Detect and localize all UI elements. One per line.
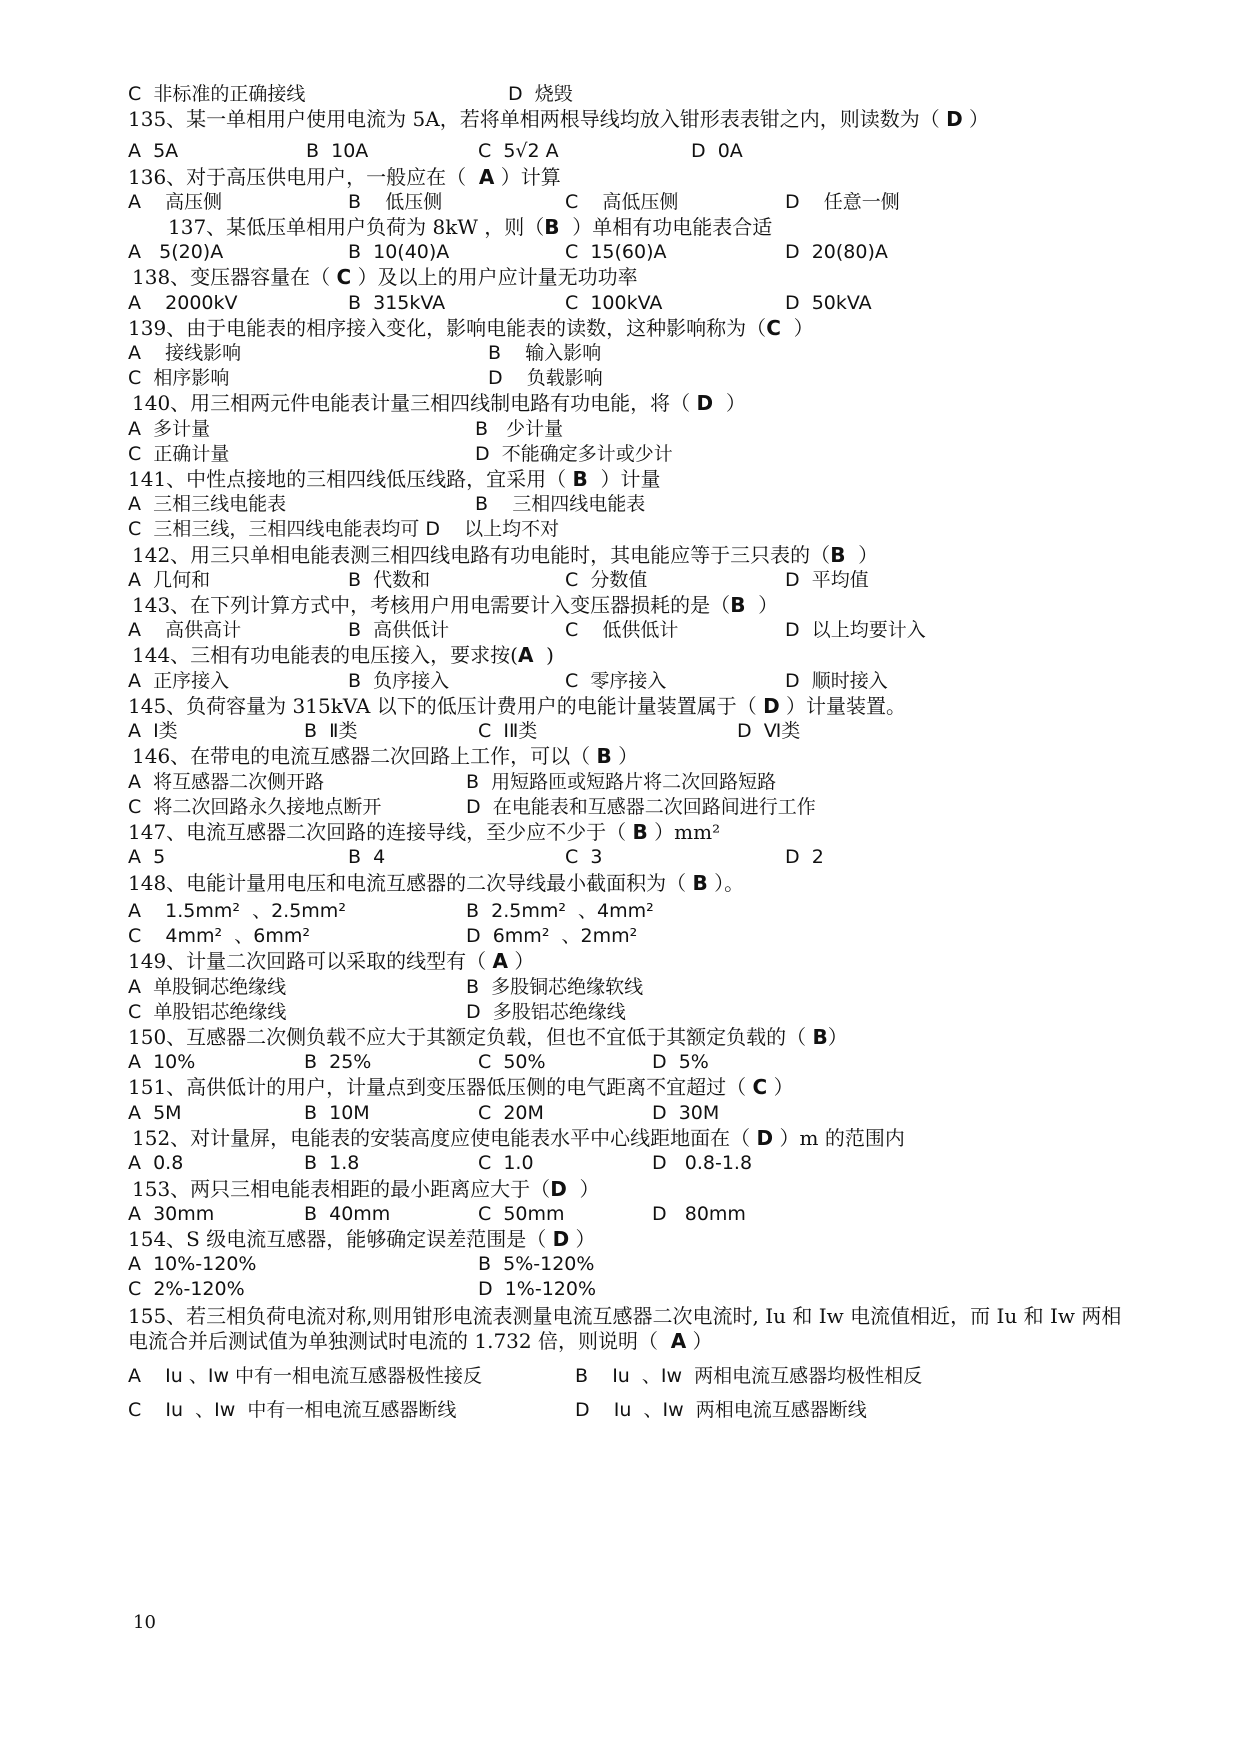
question-line <box>0 1302 1241 1330</box>
option-item: C 零序接入 <box>565 670 667 692</box>
options-line <box>0 973 1241 1001</box>
option-item: D 6mm² 、2mm² <box>466 925 638 947</box>
options-line <box>0 1275 1241 1303</box>
question-text-part: ）单相有功电能表合适 <box>559 215 773 239</box>
option-item: A 10% <box>128 1051 196 1073</box>
question-text-part: ） <box>566 1177 600 1201</box>
option-item: D 80mm <box>652 1203 746 1225</box>
answer-letter: D <box>552 1227 570 1251</box>
answer-letter: A <box>478 165 495 189</box>
option-item: A 5M <box>128 1102 182 1124</box>
question-text <box>132 541 878 569</box>
options-line <box>0 188 1241 216</box>
question-text <box>128 163 561 191</box>
option-item: A 多计量 <box>128 418 211 440</box>
option-item: A 将互感器二次侧开路 <box>128 771 325 793</box>
options-line <box>0 80 1241 108</box>
question-line <box>0 263 1241 291</box>
page-number: 10 <box>133 1612 156 1633</box>
option-item: D 平均值 <box>785 569 869 591</box>
answer-letter: D <box>946 107 963 131</box>
options-line <box>0 616 1241 644</box>
question-text-part: ） <box>745 593 779 617</box>
options-line <box>0 490 1241 518</box>
question-text <box>128 314 814 342</box>
answer-letter: B <box>692 871 708 895</box>
question-text-part: 电流合并后测试值为单独测试时电流的 1.732 倍，则说明（ <box>128 1329 671 1353</box>
question-text-part: ） <box>569 1227 596 1251</box>
option-item: D 在电能表和互感器二次回路间进行工作 <box>466 796 816 818</box>
answer-letter: B <box>572 467 588 491</box>
options-line <box>0 238 1241 266</box>
option-item: C 5√2 A <box>478 140 559 162</box>
option-item: A 5(20)A <box>128 241 224 263</box>
answer-letter: D <box>756 1126 774 1150</box>
option-item: B Ⅱ类 <box>304 720 358 742</box>
question-text <box>128 692 906 720</box>
answer-letter: B <box>812 1025 828 1049</box>
answer-letter: C <box>752 1075 768 1099</box>
option-item: B 多股铜芯绝缘软线 <box>466 976 644 998</box>
options-line <box>0 843 1241 871</box>
question-line <box>0 465 1241 493</box>
answer-letter: A <box>670 1329 687 1353</box>
question-text-part: 148、电能计量用电压和电流互感器的二次导线最小截面积为（ <box>128 871 693 895</box>
question-line <box>0 314 1241 342</box>
question-text <box>132 389 746 417</box>
option-item: C 3 <box>565 846 603 868</box>
option-item: C 1.0 <box>478 1152 534 1174</box>
answer-letter: B <box>596 744 612 768</box>
question-line <box>0 1225 1241 1253</box>
question-line <box>0 692 1241 720</box>
option-item: A 0.8 <box>128 1152 184 1174</box>
option-item: A 高供高计 <box>128 619 242 641</box>
options-line <box>0 922 1241 950</box>
option-item: D 0A <box>691 140 743 162</box>
question-text-part: 152、对计量屏，电能表的安装高度应使电能表水平中心线距地面在（ <box>132 1126 757 1150</box>
option-item: D 0.8-1.8 <box>652 1152 753 1174</box>
question-text <box>168 213 772 241</box>
question-text <box>128 1225 596 1253</box>
option-item: C 50mm <box>478 1203 565 1225</box>
question-text <box>128 1023 848 1051</box>
option-item: C 非标准的正确接线 <box>128 83 306 105</box>
question-text-part: 140、用三相两元件电能表计量三相四线制电路有功电能，将（ <box>132 391 697 415</box>
options-line <box>0 1362 1241 1390</box>
options-line <box>0 1099 1241 1127</box>
option-item: A 5 <box>128 846 166 868</box>
question-text-part: 136、对于高压供电用户，一般应在（ <box>128 165 479 189</box>
question-line <box>0 1073 1241 1101</box>
option-item: D 烧毁 <box>508 83 573 105</box>
question-text-part: ）计量装置。 <box>779 694 907 718</box>
option-item: D 多股铝芯绝缘线 <box>466 1001 626 1023</box>
option-item: C 单股铝芯绝缘线 <box>128 1001 287 1023</box>
option-item: D 30M <box>652 1102 720 1124</box>
question-text-part: 138、变压器容量在（ <box>132 265 337 289</box>
option-item: B 用短路匝或短路片将二次回路短路 <box>466 771 777 793</box>
question-text-part: 155、若三相负荷电流对称,则用钳形电流表测量电流互感器二次电流时, Iu 和 Iw 电流值相近，而 Iu 和 Iw 两相 <box>128 1304 1122 1328</box>
option-item: B 4 <box>348 846 386 868</box>
option-item: A 单股铜芯绝缘线 <box>128 976 287 998</box>
option-item: D Ⅵ类 <box>737 720 801 742</box>
question-line <box>0 541 1241 569</box>
option-item: C 低供低计 <box>565 619 679 641</box>
question-text-part: ）m 的范围内 <box>773 1126 905 1150</box>
answer-letter: C <box>336 265 352 289</box>
option-item: A 正序接入 <box>128 670 230 692</box>
question-text-part: 145、负荷容量为 315kVA 以下的低压计费用户的电能计量装置属于（ <box>128 694 764 718</box>
question-text <box>132 742 638 770</box>
question-text-part: ）及以上的用户应计量无功功率 <box>351 265 638 289</box>
question-text-part: 139、由于电能表的相序接入变化，影响电能表的读数，这种影响称为（ <box>128 316 767 340</box>
option-item: A Ⅰ类 <box>128 720 178 742</box>
option-item: B 代数和 <box>348 569 431 591</box>
option-item: B 40mm <box>304 1203 391 1225</box>
answer-letter: B <box>632 820 648 844</box>
answer-letter: B <box>544 215 560 239</box>
options-line <box>0 793 1241 821</box>
option-item: A 1.5mm² 、2.5mm² <box>128 900 346 922</box>
option-item: C Iu 、Iw 中有一相电流互感器断线 <box>128 1399 457 1421</box>
option-item: C 100kVA <box>565 292 663 314</box>
question-text <box>128 465 661 493</box>
option-item: D 5% <box>652 1051 709 1073</box>
option-item: D 顺时接入 <box>785 670 888 692</box>
option-item: A 几何和 <box>128 569 211 591</box>
question-text <box>128 947 534 975</box>
question-text-part: 150、互感器二次侧负载不应大于其额定负载，但也不宜低于其额定负载的（ <box>128 1025 813 1049</box>
question-text-part: 146、在带电的电流互感器二次回路上工作，可以（ <box>132 744 597 768</box>
question-line <box>0 591 1241 619</box>
option-item: B 负序接入 <box>348 670 450 692</box>
option-item: D 不能确定多计或少计 <box>475 443 673 465</box>
option-item: A 三相三线电能表 <box>128 493 287 515</box>
question-line <box>0 213 1241 241</box>
option-item: C 将二次回路永久接地点断开 <box>128 796 382 818</box>
option-item: A 2000kV <box>128 292 238 314</box>
question-text-part: 149、计量二次回路可以采取的线型有（ <box>128 949 493 973</box>
option-item: B 少计量 <box>475 418 564 440</box>
question-text-part: 151、高供低计的用户，计量点到变压器低压侧的电气距离不宜超过（ <box>128 1075 753 1099</box>
question-line <box>0 869 1241 897</box>
option-item: D 2 <box>785 846 824 868</box>
option-item: C 相序影响 <box>128 367 230 389</box>
question-line <box>0 1124 1241 1152</box>
options-line <box>0 339 1241 367</box>
option-item: D 以上均要计入 <box>785 619 926 641</box>
option-item: B 10A <box>306 140 369 162</box>
answer-letter: D <box>696 391 714 415</box>
question-text-part: 143、在下列计算方式中，考核用户用电需要计入变压器损耗的是（ <box>132 593 731 617</box>
answer-letter: B <box>730 593 746 617</box>
options-line <box>0 440 1241 468</box>
option-item: C 50% <box>478 1051 546 1073</box>
question-line <box>0 818 1241 846</box>
question-text-part: ) <box>533 643 554 667</box>
question-text-part: 147、电流互感器二次回路的连接导线，至少应不少于（ <box>128 820 633 844</box>
options-line <box>0 667 1241 695</box>
option-item: B 315kVA <box>348 292 446 314</box>
question-text <box>132 591 778 619</box>
option-item: D 50kVA <box>785 292 872 314</box>
option-item: C 三相三线，三相四线电能表均可 D 以上均不对 <box>128 518 560 540</box>
options-line <box>0 1048 1241 1076</box>
question-text-part: ） <box>508 949 535 973</box>
option-item: B 25% <box>304 1051 372 1073</box>
question-text-part: ） <box>827 1025 848 1049</box>
option-item: C 4mm² 、6mm² <box>128 925 310 947</box>
answer-letter: B <box>830 543 846 567</box>
option-item: A 高压侧 <box>128 191 223 213</box>
option-item: A 30mm <box>128 1203 215 1225</box>
question-text-part: ） <box>686 1329 713 1353</box>
options-line <box>0 1396 1241 1424</box>
option-item: C ⅠⅡ类 <box>478 720 538 742</box>
option-item: B 1.8 <box>304 1152 360 1174</box>
question-text <box>128 869 744 897</box>
option-item: C 正确计量 <box>128 443 230 465</box>
option-item: D 1%-120% <box>478 1278 597 1300</box>
option-item: B 5%-120% <box>478 1253 595 1275</box>
options-line <box>0 566 1241 594</box>
question-text <box>128 818 720 846</box>
options-line <box>0 1250 1241 1278</box>
question-text-part: 141、中性点接地的三相四线低压线路，宜采用（ <box>128 467 573 491</box>
answer-letter: D <box>763 694 780 718</box>
question-line <box>0 1327 1241 1355</box>
question-text-part: ） <box>780 316 814 340</box>
question-text-part: ）。 <box>707 871 745 895</box>
option-item: B Iu 、Iw 两相电流互感器均极性相反 <box>575 1365 923 1387</box>
question-text-part: 154、S 级电流互感器，能够确定误差范围是（ <box>128 1227 553 1251</box>
question-text <box>128 1327 713 1355</box>
answer-letter: A <box>517 643 534 667</box>
question-text <box>132 1124 905 1152</box>
option-item: C 2%-120% <box>128 1278 245 1300</box>
option-item: D Iu 、Iw 两相电流互感器断线 <box>575 1399 867 1421</box>
option-item: C 15(60)A <box>565 241 667 263</box>
question-text-part: ） <box>767 1075 794 1099</box>
options-line <box>0 137 1241 165</box>
answer-letter: D <box>550 1177 567 1201</box>
options-line <box>0 897 1241 925</box>
question-text-part: 142、用三只单相电能表测三相四线电路有功电能时，其电能应等于三只表的（ <box>132 543 831 567</box>
options-line <box>0 768 1241 796</box>
option-item: B 三相四线电能表 <box>475 493 646 515</box>
option-item: C 分数值 <box>565 569 648 591</box>
question-line <box>0 947 1241 975</box>
question-text <box>132 641 554 669</box>
question-text-part: 135、某一单相用户使用电流为 5A，若将单相两根导线均放入钳形表表钳之内，则读数为（ <box>128 107 947 131</box>
question-text-part: 137、某低压单相用户负荷为 8kW ，则（ <box>168 215 545 239</box>
option-item: B 输入影响 <box>488 342 602 364</box>
option-item: A 接线影响 <box>128 342 242 364</box>
options-line <box>0 415 1241 443</box>
question-text <box>132 1175 600 1203</box>
question-text-part: 144、三相有功电能表的电压接入，要求按( <box>132 643 518 667</box>
option-item: A 10%-120% <box>128 1253 257 1275</box>
option-item: D 负载影响 <box>488 367 603 389</box>
question-text-part: ） <box>845 543 879 567</box>
options-line <box>0 289 1241 317</box>
question-text-part: ）mm² <box>647 820 721 844</box>
options-line <box>0 364 1241 392</box>
question-text-part: ）计量 <box>587 467 661 491</box>
option-item: B 10M <box>304 1102 370 1124</box>
option-item: B 高供低计 <box>348 619 450 641</box>
question-text-part: 153、两只三相电能表相距的最小距离应大于（ <box>132 1177 551 1201</box>
option-item: D 任意一侧 <box>785 191 900 213</box>
option-item: C 20M <box>478 1102 544 1124</box>
question-text-part: ） <box>713 391 746 415</box>
question-line <box>0 742 1241 770</box>
question-line <box>0 105 1241 133</box>
question-line <box>0 1175 1241 1203</box>
question-line <box>0 163 1241 191</box>
question-text-part: ） <box>611 744 639 768</box>
question-text-part: ） <box>962 107 990 131</box>
options-line <box>0 717 1241 745</box>
options-line <box>0 1149 1241 1177</box>
option-item: D 20(80)A <box>785 241 888 263</box>
answer-letter: C <box>766 316 781 340</box>
answer-letter: A <box>492 949 509 973</box>
options-line <box>0 998 1241 1026</box>
question-text <box>128 1073 794 1101</box>
option-item: A 5A <box>128 140 179 162</box>
question-text-part: ）计算 <box>494 165 561 189</box>
option-item: A Iu 、Iw 中有一相电流互感器极性接反 <box>128 1365 483 1387</box>
question-line <box>0 641 1241 669</box>
question-text <box>132 263 638 291</box>
question-text <box>128 105 989 133</box>
question-line <box>0 389 1241 417</box>
question-line <box>0 1023 1241 1051</box>
option-item: B 2.5mm² 、4mm² <box>466 900 654 922</box>
options-line <box>0 1200 1241 1228</box>
options-line <box>0 515 1241 543</box>
option-item: B 10(40)A <box>348 241 450 263</box>
option-item: C 高低压侧 <box>565 191 679 213</box>
option-item: B 低压侧 <box>348 191 443 213</box>
question-text <box>128 1302 1121 1330</box>
